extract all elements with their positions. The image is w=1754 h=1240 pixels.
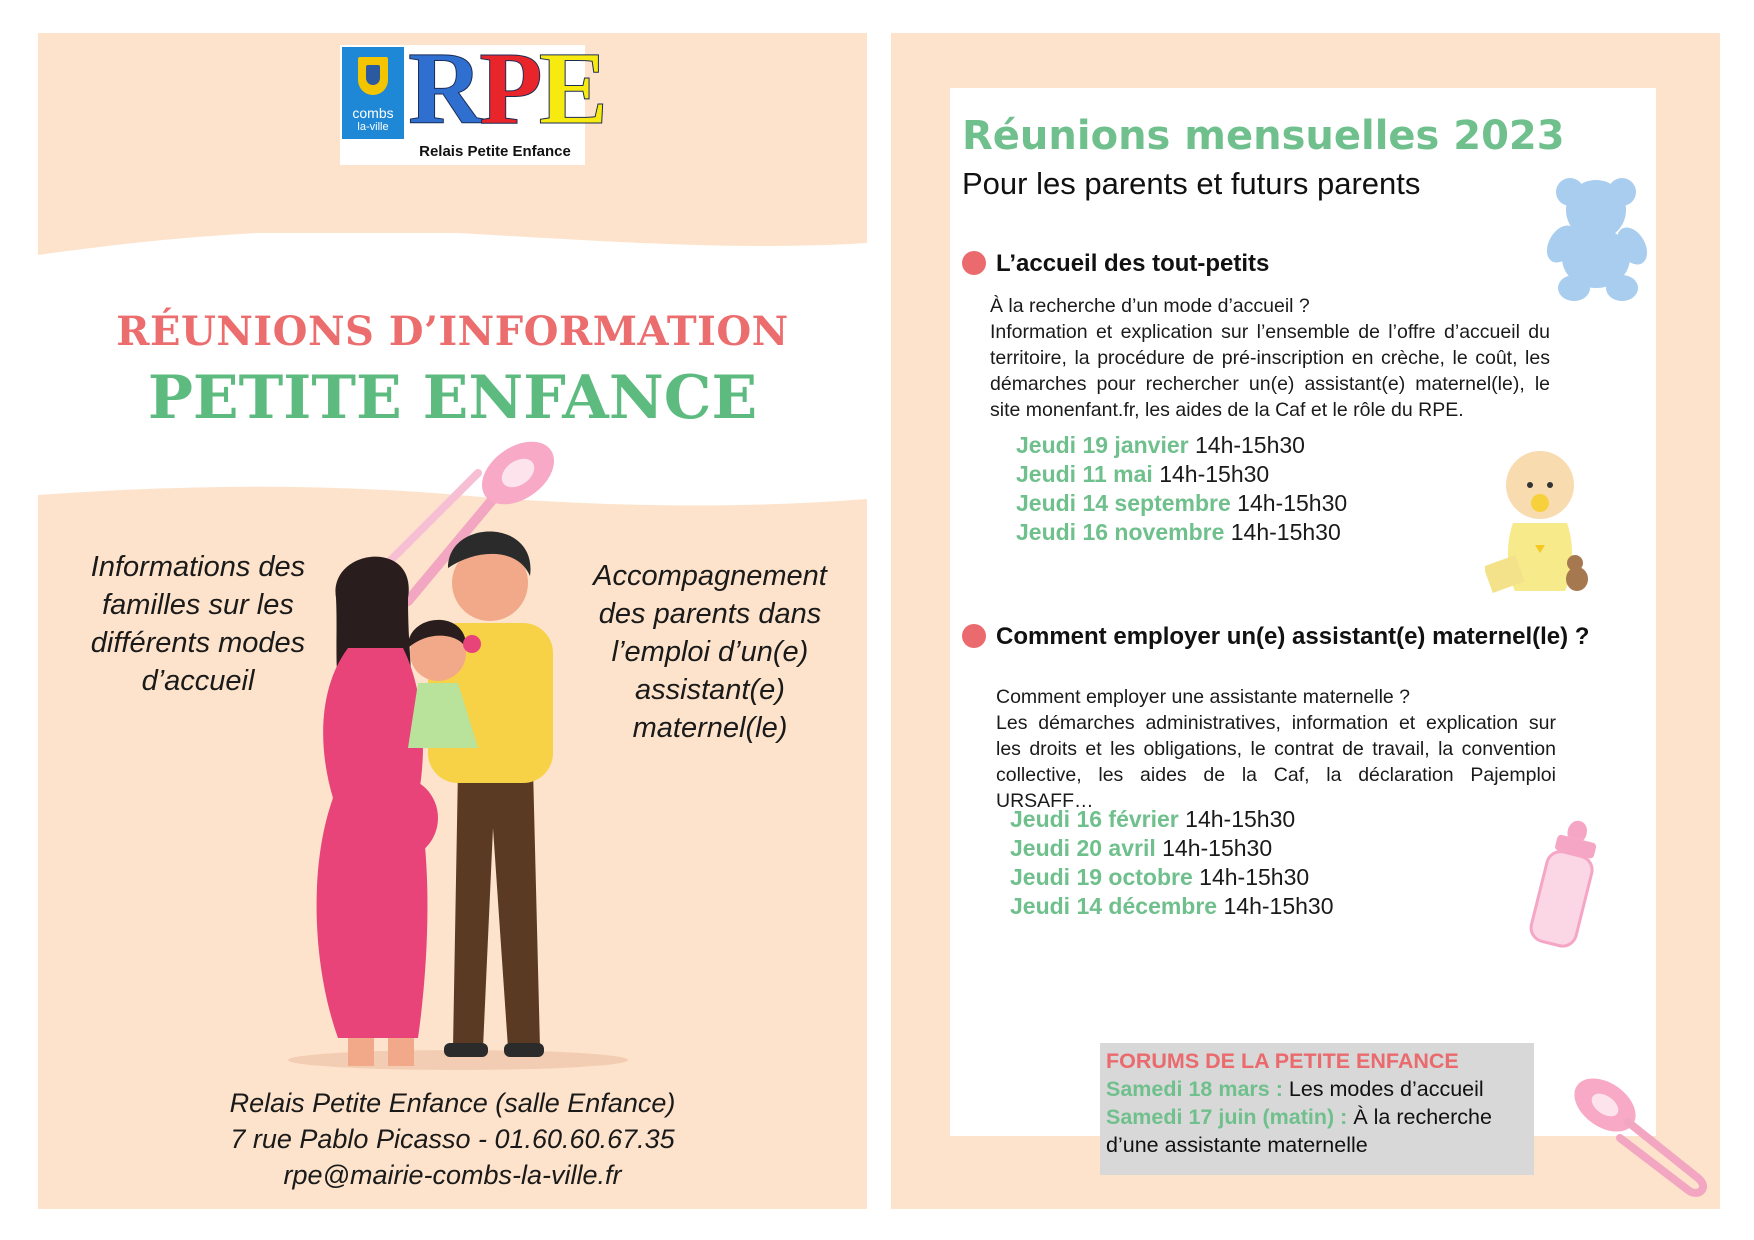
body-line: territoire, la procédure de pré-inscription en crèche, le coût, les (990, 347, 1550, 369)
date-time: 14h-15h30 (1237, 490, 1348, 516)
forum-what: Les modes d’accueil (1288, 1077, 1484, 1101)
date-row (1016, 431, 1347, 460)
bullet-dot-icon (962, 251, 986, 275)
body-line: site monenfant.fr, les aides de la Caf et le rôle du RPE. (990, 399, 1464, 421)
date-row (1010, 805, 1334, 834)
date-day: Jeudi 19 janvier (1016, 432, 1189, 458)
body-line: Comment employer une assistante maternelle ? (996, 686, 1411, 708)
section-accueil-body (990, 293, 1550, 423)
forum-when: Samedi 18 mars : (1106, 1077, 1283, 1101)
date-time: 14h-15h30 (1159, 461, 1270, 487)
address-line-2: 7 rue Pablo Picasso - 01.60.60.67.35 (230, 1124, 675, 1154)
forums-box (1100, 1043, 1534, 1175)
bullet-dot-icon (962, 624, 986, 648)
body-line: les droits et les obligations, le contrat de travail, la convention (996, 738, 1556, 760)
date-day: Jeudi 11 mai (1016, 461, 1153, 487)
family-illustration (278, 448, 638, 1078)
date-day: Jeudi 14 septembre (1016, 490, 1231, 516)
title-reunions-information: RÉUNIONS D’INFORMATION (116, 308, 789, 355)
date-time: 14h-15h30 (1185, 806, 1296, 832)
logo-letter-r: R (408, 31, 480, 146)
forums-list (1106, 1075, 1492, 1159)
address-email: rpe@mairie-combs-la-ville.fr (283, 1160, 622, 1190)
forum-when: Samedi 17 juin (matin) : (1106, 1105, 1348, 1129)
date-row (1010, 892, 1334, 921)
safety-pin-icon (1570, 1070, 1720, 1200)
body-line: démarches pour rechercher un(e) assistant(e) maternel(le), le (990, 373, 1550, 395)
date-day: Jeudi 19 octobre (1010, 864, 1193, 890)
date-time: 14h-15h30 (1223, 893, 1334, 919)
title-petite-enfance: PETITE ENFANCE (147, 363, 758, 433)
date-row (1010, 863, 1334, 892)
contact-address (38, 1085, 867, 1193)
card-title: Réunions mensuelles 2023 (962, 113, 1565, 159)
section-employer-title: Comment employer un(e) assistant(e) maternel(le) ? (996, 623, 1590, 650)
section-accueil-title: L’accueil des tout-petits (996, 250, 1270, 277)
right-info-text: Accompagnement des parents dans l’emploi d’un(e) assistant(e) maternel(le) (593, 560, 827, 744)
address-line-1: Relais Petite Enfance (salle Enfance) (229, 1088, 676, 1118)
section-employer-dates (1010, 805, 1334, 921)
date-day: Jeudi 20 avril (1010, 835, 1156, 861)
date-time: 14h-15h30 (1162, 835, 1273, 861)
card-subtitle: Pour les parents et futurs parents (962, 166, 1421, 201)
section-employer-body (996, 684, 1556, 814)
forum-item (1106, 1075, 1492, 1103)
teddy-bear-icon (1540, 170, 1650, 305)
body-line: collective, les aides de la Caf, la déclaration Pajemploi URSAFF… (996, 764, 1556, 812)
baby-bottle-icon (1520, 815, 1600, 955)
section-employer-heading (962, 623, 1589, 651)
date-row (1016, 460, 1347, 489)
body-line: Information et explication sur l’ensemble de l’offre d’accueil du (990, 321, 1550, 343)
date-day: Jeudi 16 février (1010, 806, 1179, 832)
forums-title: FORUMS DE LA PETITE ENFANCE (1106, 1049, 1459, 1073)
section-accueil-dates (1016, 431, 1347, 547)
rpe-logo (340, 31, 605, 165)
date-day: Jeudi 14 décembre (1010, 893, 1218, 919)
date-time: 14h-15h30 (1194, 432, 1305, 458)
logo-letter-e: E (538, 31, 605, 146)
forum-continuation: d’une assistante maternelle (1106, 1133, 1368, 1157)
forum-what: À la recherche (1353, 1105, 1492, 1129)
body-line: Les démarches administratives, information et explication sur (996, 712, 1556, 734)
crest-icon (342, 47, 404, 139)
baby-icon (1485, 445, 1595, 595)
date-day: Jeudi 16 novembre (1016, 519, 1225, 545)
crest-text-la-ville: la-ville (357, 121, 389, 133)
left-info-text: Informations des familles sur les différents modes d’accueil (90, 551, 306, 697)
left-panel (38, 33, 867, 1209)
forum-item (1106, 1103, 1492, 1131)
rpe-letters (408, 31, 605, 146)
date-row (1016, 489, 1347, 518)
logo-subtitle: Relais Petite Enfance (419, 143, 571, 160)
body-line: À la recherche d’un mode d’accueil ? (990, 295, 1310, 317)
date-row (1016, 518, 1347, 547)
section-accueil-heading (962, 250, 1269, 278)
logo-letter-p: P (479, 31, 539, 146)
date-time: 14h-15h30 (1230, 519, 1341, 545)
crest-text-combs: combs (352, 105, 394, 121)
date-time: 14h-15h30 (1199, 864, 1310, 890)
date-row (1010, 834, 1334, 863)
